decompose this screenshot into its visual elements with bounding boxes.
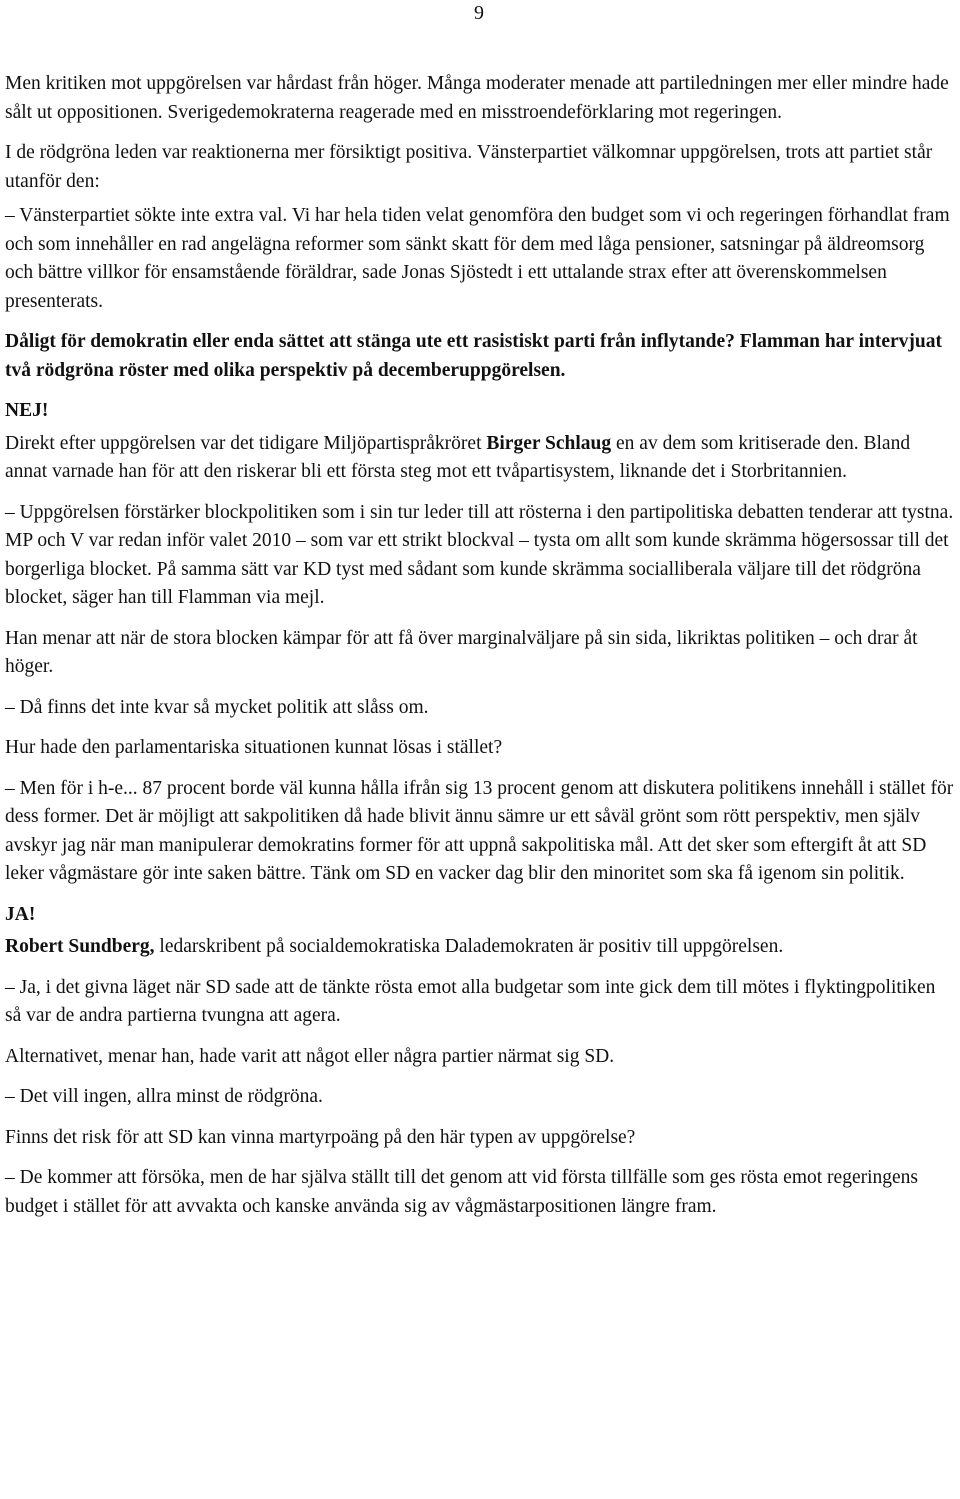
ja-intro-after: ledarskribent på socialdemokratiska Dalademokraten är positiv till uppgörelsen. bbox=[154, 936, 784, 957]
ja-question: Finns det risk för att SD kan vinna martyrpoäng på den här typen av uppgörelse? bbox=[5, 1126, 636, 1148]
nej-paragraph: – Men för i h-e... 87 procent borde väl kunna hålla ifrån sig 13 procent genom att diskutera politikens innehåll i stället för dess former. Det är möjligt att sakpolitiken då hade blivit ännu sämre ur ett såväl grönt som rött perspektiv, men själv avskyr jag när man manipulerar demokratins former för att uppnå sakpolitiska mål. Att det sker som eftergift åt att SD leker vågmästare gör inte saken bättre. Tänk om SD en vacker dag blir den minoritet som ska få igenom sin politik. bbox=[5, 777, 954, 884]
nej-intro-name: Birger Schlaug bbox=[486, 432, 612, 454]
nej-question: Hur hade den parlamentariska situationen kunnat lösas i stället? bbox=[5, 737, 503, 758]
paragraph-criticism: Men kritiken mot uppgörelsen var hårdast från höger. Många moderater menade att partiledningen mer eller mindre hade sålt ut oppositionen. Sverigedemokraterna reagerade med en misstroendeförklaring mot regeringen. bbox=[5, 73, 949, 123]
nej-intro-before: Direkt efter uppgörelsen var det tidigare Miljöpartispråkröret bbox=[5, 432, 487, 454]
nej-paragraph: – Då finns det inte kvar så mycket politik att slåss om. bbox=[5, 696, 429, 718]
nej-intro-after: en av dem som kritiserade den. Bland annat varnade han för att den riskerar bli ett första steg mot ett tvåpartisystem, liknande det i Storbritannien. bbox=[5, 432, 911, 482]
article-headline: Dåligt för demokratin eller enda sättet att stänga ute ett rasistiskt parti från inflytande? Flamman har intervjuat två rödgröna röster med olika perspektiv på decemberuppgörelsen. bbox=[5, 331, 942, 381]
ja-paragraph: – Ja, i det givna läget när SD sade att de tänkte rösta emot alla budgetar som inte gick dem till mötes i flyktingpolitiken så var de andra partierna tvungna att agera. bbox=[5, 976, 936, 1026]
article-body bbox=[5, 70, 955, 1233]
ja-paragraph: – De kommer att försöka, men de har själva ställt till det genom att vid första tillfälle som ges rösta emot regeringens budget i stället för att avvakta och kanske använda sig av vågmästarpositionen längre fram. bbox=[5, 1167, 919, 1217]
nej-intro bbox=[5, 430, 955, 487]
page-number: 9 bbox=[474, 2, 484, 24]
nej-paragraph: Han menar att när de stora blocken kämpar för att få över marginalväljare på sin sida, likriktas politiken – och drar åt höger. bbox=[5, 627, 918, 677]
ja-paragraph: – Det vill ingen, allra minst de rödgröna. bbox=[5, 1086, 323, 1107]
ja-label: JA! bbox=[5, 903, 36, 925]
nej-paragraph: – Uppgörelsen förstärker blockpolitiken som i sin tur leder till att rösterna i den partipolitiska debatten tenderar att tystna. MP och V var redan inför valet 2010 – som var ett strikt blockval – tysta om allt som kunde skrämma högersossar till det borgerliga blocket. På samma sätt var KD tyst med sådant som kunde skrämma socialliberala väljare till det rödgröna blocket, säger han till Flamman via mejl. bbox=[5, 501, 954, 608]
ja-paragraph: Alternativet, menar han, hade varit att något eller några partier närmat sig SD. bbox=[5, 1045, 615, 1067]
paragraph-redgreen-reaction: I de rödgröna leden var reaktionerna mer försiktigt positiva. Vänsterpartiet välkomnar uppgörelsen, trots att partiet står utanför den: bbox=[5, 142, 933, 192]
ja-intro-name: Robert Sundberg, bbox=[5, 936, 155, 957]
nej-label: NEJ! bbox=[5, 400, 49, 421]
quote-sjostedt: – Vänsterpartiet sökte inte extra val. Vi har hela tiden velat genomföra den budget som vi och regeringen förhandlat fram och som innehåller en rad angelägna reformer som sänkt skatt för dem med låga pensioner, satsningar på äldreomsorg och bättre villkor för ensamstående föräldrar, sade Jonas Sjöstedt i ett uttalande strax efter att överenskommelsen presenterats. bbox=[5, 205, 950, 312]
ja-intro bbox=[5, 933, 955, 962]
